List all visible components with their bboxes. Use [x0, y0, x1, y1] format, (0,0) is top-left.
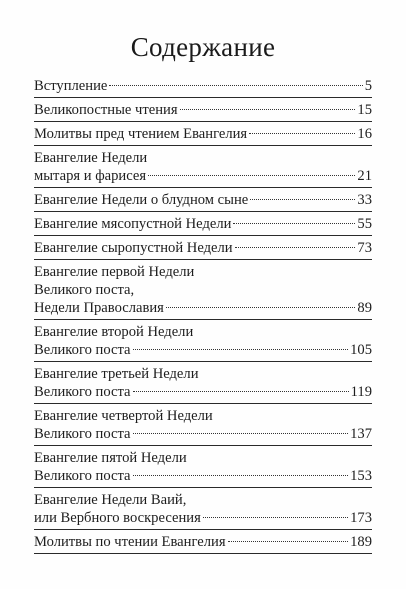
- toc-entry-title-line: или Вербного воскресения: [34, 510, 201, 526]
- toc-page-number: 173: [350, 510, 372, 526]
- toc-entry-title-line: Молитвы по чтении Евангелия: [34, 534, 226, 550]
- toc-entry[interactable]: [34, 191, 372, 209]
- toc-entry[interactable]: [34, 533, 372, 551]
- toc-entry-title-line: Великого поста: [34, 384, 131, 400]
- toc-page-number: 15: [357, 102, 372, 118]
- toc-page-number: 105: [350, 342, 372, 358]
- toc-entry-title-line: Евангелие сыропустной Недели: [34, 240, 233, 256]
- dot-leader: [250, 199, 355, 200]
- toc-page-number: 189: [350, 534, 372, 550]
- toc-page-number: 73: [357, 240, 372, 256]
- toc-page-number: 5: [364, 78, 372, 94]
- toc-page-number: 137: [350, 426, 372, 442]
- toc-entry[interactable]: [34, 77, 372, 95]
- entry-divider: [34, 97, 372, 98]
- toc-entry[interactable]: [34, 449, 372, 485]
- entry-divider: [34, 121, 372, 122]
- entry-divider: [34, 553, 372, 554]
- toc-entry-title-line: Евангелие первой Недели: [34, 264, 195, 280]
- table-of-contents: [34, 77, 372, 557]
- toc-entry-title-line: Евангелие Недели: [34, 150, 148, 166]
- toc-page-number: 16: [357, 126, 372, 142]
- toc-entry[interactable]: [34, 491, 372, 527]
- toc-page-number: 89: [357, 300, 372, 316]
- dot-leader: [133, 391, 349, 392]
- toc-entry-title-line: Евангелие четвертой Недели: [34, 408, 213, 424]
- toc-entry-title-line: Великопостные чтения: [34, 102, 178, 118]
- toc-entry-title-line: Великого поста: [34, 426, 131, 442]
- dot-leader: [180, 109, 356, 110]
- toc-entry-last-line: [34, 299, 372, 317]
- entry-divider: [34, 403, 372, 404]
- toc-entry[interactable]: [34, 125, 372, 143]
- toc-entry-title-line: Великого поста: [34, 342, 131, 358]
- toc-entry[interactable]: [34, 365, 372, 401]
- toc-entry-title-line: Евангелие пятой Недели: [34, 450, 187, 466]
- dot-leader: [133, 475, 349, 476]
- toc-entry[interactable]: [34, 215, 372, 233]
- dot-leader: [249, 133, 355, 134]
- toc-entry-last-line: [34, 167, 372, 185]
- toc-entry-last-line: [34, 467, 372, 485]
- entry-divider: [34, 445, 372, 446]
- toc-entry-title-line: мытаря и фарисея: [34, 168, 147, 184]
- toc-entry-title-line: Евангелие второй Недели: [34, 324, 194, 340]
- toc-entry-last-line: [34, 101, 372, 119]
- dot-leader: [235, 247, 356, 248]
- entry-divider: [34, 319, 372, 320]
- dot-leader: [228, 541, 349, 542]
- entry-divider: [34, 361, 372, 362]
- entry-divider: [34, 145, 372, 146]
- toc-entry-last-line: [34, 533, 372, 551]
- page-title: Содержание: [130, 32, 276, 62]
- toc-entry-last-line: [34, 239, 372, 257]
- toc-entry-title-line: Молитвы пред чтением Евангелия: [34, 126, 248, 142]
- dot-leader: [148, 175, 355, 176]
- toc-entry-last-line: [34, 215, 372, 233]
- toc-page-number: 21: [357, 168, 372, 184]
- dot-leader: [166, 307, 356, 308]
- toc-entry-last-line: [34, 125, 372, 143]
- toc-entry-last-line: [34, 425, 372, 443]
- entry-divider: [34, 259, 372, 260]
- toc-entry-title-line: Недели Православия: [34, 300, 164, 316]
- toc-entry-last-line: [34, 191, 372, 209]
- toc-entry-title-line: Великого поста: [34, 468, 131, 484]
- toc-page-number: 153: [350, 468, 372, 484]
- toc-entry[interactable]: [34, 149, 372, 185]
- toc-entry[interactable]: [34, 101, 372, 119]
- toc-entry-last-line: [34, 383, 372, 401]
- dot-leader: [133, 349, 349, 350]
- entry-divider: [34, 529, 372, 530]
- dot-leader: [133, 433, 349, 434]
- entry-divider: [34, 187, 372, 188]
- dot-leader: [109, 85, 362, 86]
- entry-divider: [34, 235, 372, 236]
- toc-entry[interactable]: [34, 323, 372, 359]
- toc-entry-title-line: Вступление: [34, 78, 108, 94]
- toc-entry[interactable]: [34, 263, 372, 317]
- toc-entry-title-line: Евангелие Недели о блудном сыне: [34, 192, 249, 208]
- entry-divider: [34, 211, 372, 212]
- toc-page-number: 55: [357, 216, 372, 232]
- toc-entry-last-line: [34, 341, 372, 359]
- toc-entry-title-line: Евангелие Недели Ваий,: [34, 492, 187, 508]
- toc-entry-title-line: Евангелие третьей Недели: [34, 366, 199, 382]
- entry-divider: [34, 487, 372, 488]
- toc-entry-last-line: [34, 509, 372, 527]
- toc-page-number: 119: [350, 384, 372, 400]
- toc-page-number: 33: [357, 192, 372, 208]
- toc-entry-title-line: Евангелие мясопустной Недели: [34, 216, 232, 232]
- toc-entry-title-line: Великого поста,: [34, 282, 135, 298]
- toc-entry[interactable]: [34, 407, 372, 443]
- dot-leader: [233, 223, 355, 224]
- dot-leader: [203, 517, 348, 518]
- toc-entry[interactable]: [34, 239, 372, 257]
- toc-entry-last-line: [34, 77, 372, 95]
